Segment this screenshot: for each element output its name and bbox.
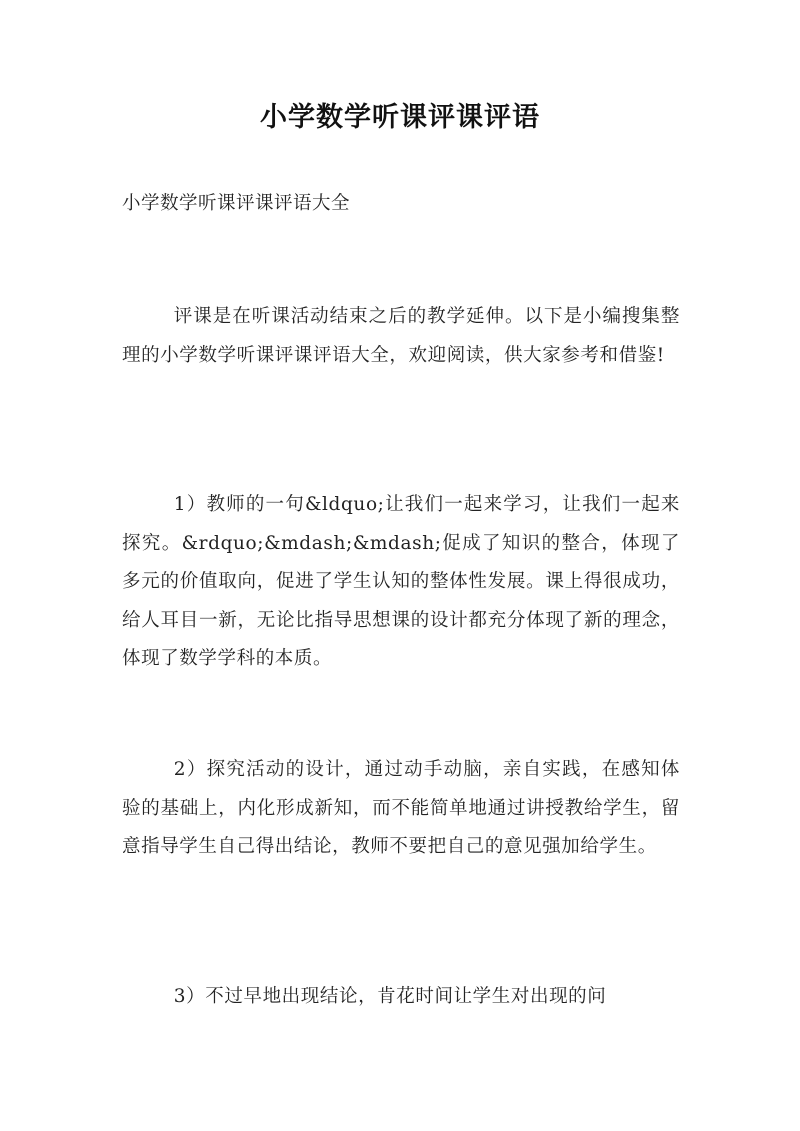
intro-paragraph: 评课是在听课活动结束之后的教学延伸。以下是小编搜集整理的小学数学听课评课评语大全，欢迎阅读，供大家参考和借鉴! [122,306,680,366]
comment-paragraph-1: 1）教师的一句&ldquo;让我们一起来学习，让我们一起来探究。&rdquo;&mdash;&mdash;促成了知识的整合，体现了多元的价值取向，促进了学生认知的整体性发展。课上得很成功，给人耳目一新，无论比指导思想课的设计都充分体现了新的理念，体现了数学学科的本质。 [122,494,680,669]
comment-paragraph-2: 2）探究活动的设计，通过动手动脑，亲自实践，在感知体验的基础上，内化形成新知，而不能简单地通过讲授教给学生，留意指导学生自己得出结论，教师不要把自己的意见强加给学生。 [122,759,680,857]
document-subtitle: 小学数学听课评课评语大全 [122,193,351,214]
document-title: 小学数学听课评课评语 [260,102,540,133]
comment-paragraph-3: 3）不过早地出现结论，肯花时间让学生对出现的问 [173,986,607,1007]
